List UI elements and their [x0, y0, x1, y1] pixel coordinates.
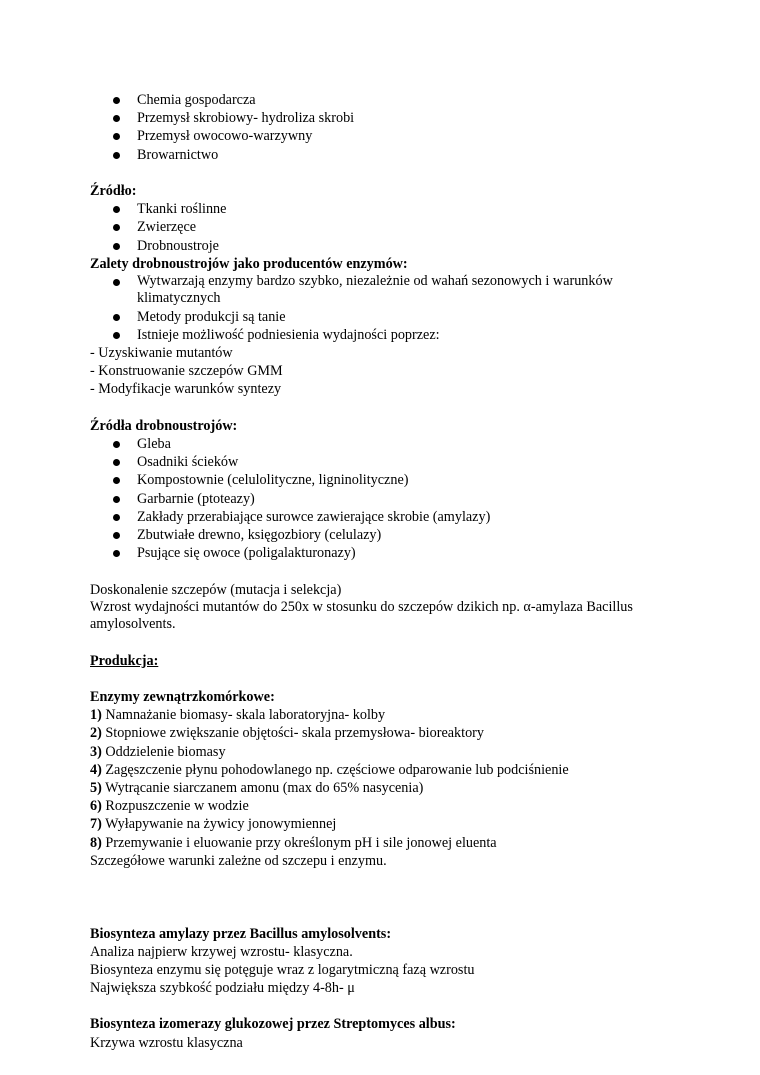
list-item: Przemysł owocowo-warzywny: [90, 127, 650, 145]
method-line: - Uzyskiwanie mutantów: [90, 345, 233, 362]
advantages-heading: Zalety drobnoustrojów jako producentów enzymów:: [90, 255, 408, 272]
list-item: Metody produkcji są tanie: [90, 308, 650, 326]
list-item: Drobnoustroje: [90, 237, 650, 255]
bullet-icon: [113, 314, 120, 321]
amylase-line: Biosynteza enzymu się potęguje wraz z logarytmiczną fazą wzrostu: [90, 961, 475, 978]
bullet-icon: [113, 115, 120, 122]
improvement-line: Doskonalenie szczepów (mutacja i selekcja): [90, 581, 342, 598]
production-note: Szczegółowe warunki zależne od szczepu i enzymu.: [90, 852, 387, 869]
list-item: Zwierzęce: [90, 218, 650, 236]
extracellular-heading: Enzymy zewnątrzkomórkowe:: [90, 689, 275, 706]
bullet-icon: [113, 97, 120, 104]
bullet-icon: [113, 152, 120, 159]
bullet-icon: [113, 514, 120, 521]
list-item: Zbutwiałe drewno, księgozbiory (celulazy): [90, 526, 650, 544]
production-heading: Produkcja:: [90, 652, 159, 669]
list-item: Istnieje możliwość podniesienia wydajności poprzez:: [90, 326, 650, 344]
bullet-icon: [113, 243, 120, 250]
list-item: Chemia gospodarcza: [90, 91, 650, 109]
step-item: 4) Zagęszczenie płynu pohodowlanego np. częściowe odparowanie lub podciśnienie: [90, 761, 569, 778]
bullet-icon: [113, 459, 120, 466]
bullet-icon: [113, 477, 120, 484]
bullet-icon: [113, 550, 120, 557]
list-item: Garbarnie (ptoteazy): [90, 490, 650, 508]
bullet-icon: [113, 224, 120, 231]
list-item: Browarnictwo: [90, 146, 650, 164]
step-item: 8) Przemywanie i eluowanie przy określonym pH i sile jonowej eluenta: [90, 834, 497, 851]
list-item: Wytwarzają enzymy bardzo szybko, niezależnie od wahań sezonowych i warunków klimatycznych: [90, 273, 650, 308]
list-item: Tkanki roślinne: [90, 200, 650, 218]
source-heading: Źródło:: [90, 182, 137, 199]
bullet-icon: [113, 332, 120, 339]
step-item: 6) Rozpuszczenie w wodzie: [90, 798, 249, 815]
bullet-icon: [113, 532, 120, 539]
bullet-icon: [113, 441, 120, 448]
isomerase-heading: Biosynteza izomerazy glukozowej przez Streptomyces albus:: [90, 1016, 456, 1033]
list-item: Kompostownie (celulolityczne, ligninolityczne): [90, 471, 650, 489]
list-item: Gleba: [90, 435, 650, 453]
bullet-icon: [113, 133, 120, 140]
step-item: 3) Oddzielenie biomasy: [90, 743, 226, 760]
step-item: 5) Wytrącanie siarczanem amonu (max do 65% nasycenia): [90, 780, 424, 796]
list-item: Przemysł skrobiowy- hydroliza skrobi: [90, 109, 650, 127]
list-item: Psujące się owoce (poligalakturonazy): [90, 544, 650, 562]
bullet-icon: [113, 206, 120, 213]
isomerase-line: Krzywa wzrostu klasyczna: [90, 1034, 243, 1051]
bullet-icon: [113, 279, 120, 286]
bullet-icon: [113, 496, 120, 503]
amylase-line: Analiza najpierw krzywej wzrostu- klasyczna.: [90, 943, 353, 960]
step-item: 1) Namnażanie biomasy- skala laboratoryjna- kolby: [90, 707, 386, 724]
document-body: [90, 91, 650, 1052]
improvement-line: Wzrost wydajności mutantów do 250x w stosunku do szczepów dzikich np. α-amylaza Bacillus amylosolvents.: [90, 598, 633, 633]
step-item: 2) Stopniowe zwiększanie objętości- skala przemysłowa- bioreaktory: [90, 725, 484, 742]
method-line: - Modyfikacje warunków syntezy: [90, 381, 282, 398]
step-item: 7) Wyłapywanie na żywicy jonowymiennej: [90, 816, 337, 833]
amylase-heading: Biosynteza amylazy przez Bacillus amylosolvents:: [90, 925, 392, 942]
amylase-line: Największa szybkość podziału między 4-8h- μ: [90, 980, 355, 997]
method-line: - Konstruowanie szczepów GMM: [90, 363, 283, 380]
microbe-sources-heading: Źródła drobnoustrojów:: [90, 417, 238, 434]
list-item: Osadniki ścieków: [90, 453, 650, 471]
list-item: Zakłady przerabiające surowce zawierające skrobie (amylazy): [90, 508, 650, 526]
